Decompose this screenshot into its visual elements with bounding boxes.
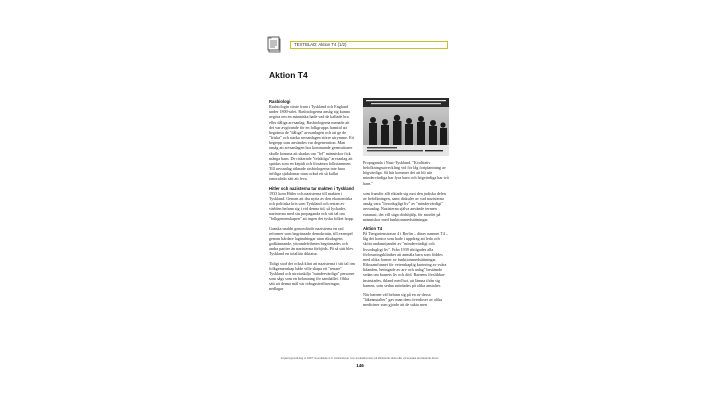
figure-caption: Propaganda i Nazi-Tyskland. "Kvalitativ befolkningsutveckling vid för låg fortplantning av högvärdiga. Så här kommer det att bli när mindervärdiga har fyra barn och högvärdiga har två barn."	[363, 160, 449, 186]
page-number: 146	[356, 363, 364, 368]
worksheet-header	[290, 41, 448, 49]
paragraph: som framför allt riktade sig mot den judiska delen av befolkningen, samt diskuler av vad nazisterna ansåg vara "livsodugligt liv" av "mindervärdigt" arvsanlag. Nazisterna själva använde termen eutanasi, det vill säga dödshjälp, för mordet på människor med funktionsnedsättningar.	[363, 191, 446, 222]
paragraph: Ganska snabbt genomförde nazisterna en rad reformer som begränsade demokratin, till exempel genom hårdare lagändringar utan riksdagens godkännande, yttrandefriheten begränsades och andra partier än nazisterna förbjöds. På så sätt blev Tyskland en totalitär diktatur.	[269, 225, 354, 257]
paragraph: På Tiergartenstrasse 4 i Berlin – därav namnet T4 – låg det kontor som hade i uppdrag att leda och sköta undanröjandet av "mindervärdigt och livsodugligt liv". Från 1939 riktigades alla förlossningskliniker att anmäla barn som föddes med olika former av funktionsnedsättningar. Rikssamfunnet för vetenskaplig kartering av svåra lidanden, betingade av arv och anlag" bestämde sedan om barnets liv och död. Barnens förslikbar- instrutades, ibland med hot, att lämna ifrån sig barnen, som sedan mördades på olika anstalter.	[363, 231, 449, 288]
propaganda-poster-photo	[363, 98, 449, 156]
paragraph: Rasbiologin växte fram i Tyskland och England under 1800-talet. Rasbiologerna ansåg sig kunna avgöra om en människa hade vad de kallade bra eller dåliga arvsanlag. Rasbiologerna menade att det var avgörande för en folkgrupps framtid att begränsa de "dåliga" arvsanlagen och att ge de "friska" och starka arvsanlagen större utrymme. Ett begrepp som användes var degeneration. Man ansåg att arvsanlagen hos kommande generationer skulle komma att skadas om "fel" människor fick många barn. De riskerade "felaktiga" arvsanlag att spridas som en kepidi och försämra folkstammen. Till arvsanlag räknade rasbiologerna inte bara ärftliga sjukdomar utan också ett så kallat omoraliskt sätt att leva.	[269, 104, 354, 182]
page-title: Aktion T4	[269, 70, 308, 80]
worksheet-header-label: TEXTBLAD: Aktion T4 (1/2)	[294, 42, 347, 47]
document-icon	[267, 36, 282, 53]
section-heading-hitler: Hitler och nazisterna tar makten i Tyskland	[269, 185, 354, 191]
paragraph: När barnen väl befann sig på en av dessa "läkeanstalter" gav man dem överdoser av olika mediciner som gjorde att de sakta men	[363, 291, 443, 308]
paragraph: 1933 kom Hitler och nazisterna till makten i Tyskland. Genom att dra nytta av den ekonomiska och politiska kris som Tyskland och resten av världen befann sig i vid denna tid, så lyckades nazisterna med sin propaganda och sitt tal om "folkgemenskapen" att ingen det tyska folket hopp.	[269, 190, 354, 222]
paragraph: Tidigt stod det också klart att nazisterna i sitt tal om folkgemenskap både ville skapa ett "renare" Tyskland och utrotaskilja "mindervärdiga" personer som sågs som en belastning för samhället. Olika sätt att denna mål var tvångssteriliseringar, nedlagar	[269, 260, 355, 292]
footer-note: Kopieringsunderlag ur DIXIT Grundskola 4–6. Lärare/elever som användlicensen på tillhörande skola eller vid enstaka skol-lärande-licens.	[280, 357, 440, 360]
left-column	[269, 99, 355, 295]
section-heading-rasbiologi: Rasbiologi	[269, 99, 291, 104]
section-heading-aktion-t4: Aktion T4	[363, 225, 383, 231]
right-column	[363, 191, 449, 311]
